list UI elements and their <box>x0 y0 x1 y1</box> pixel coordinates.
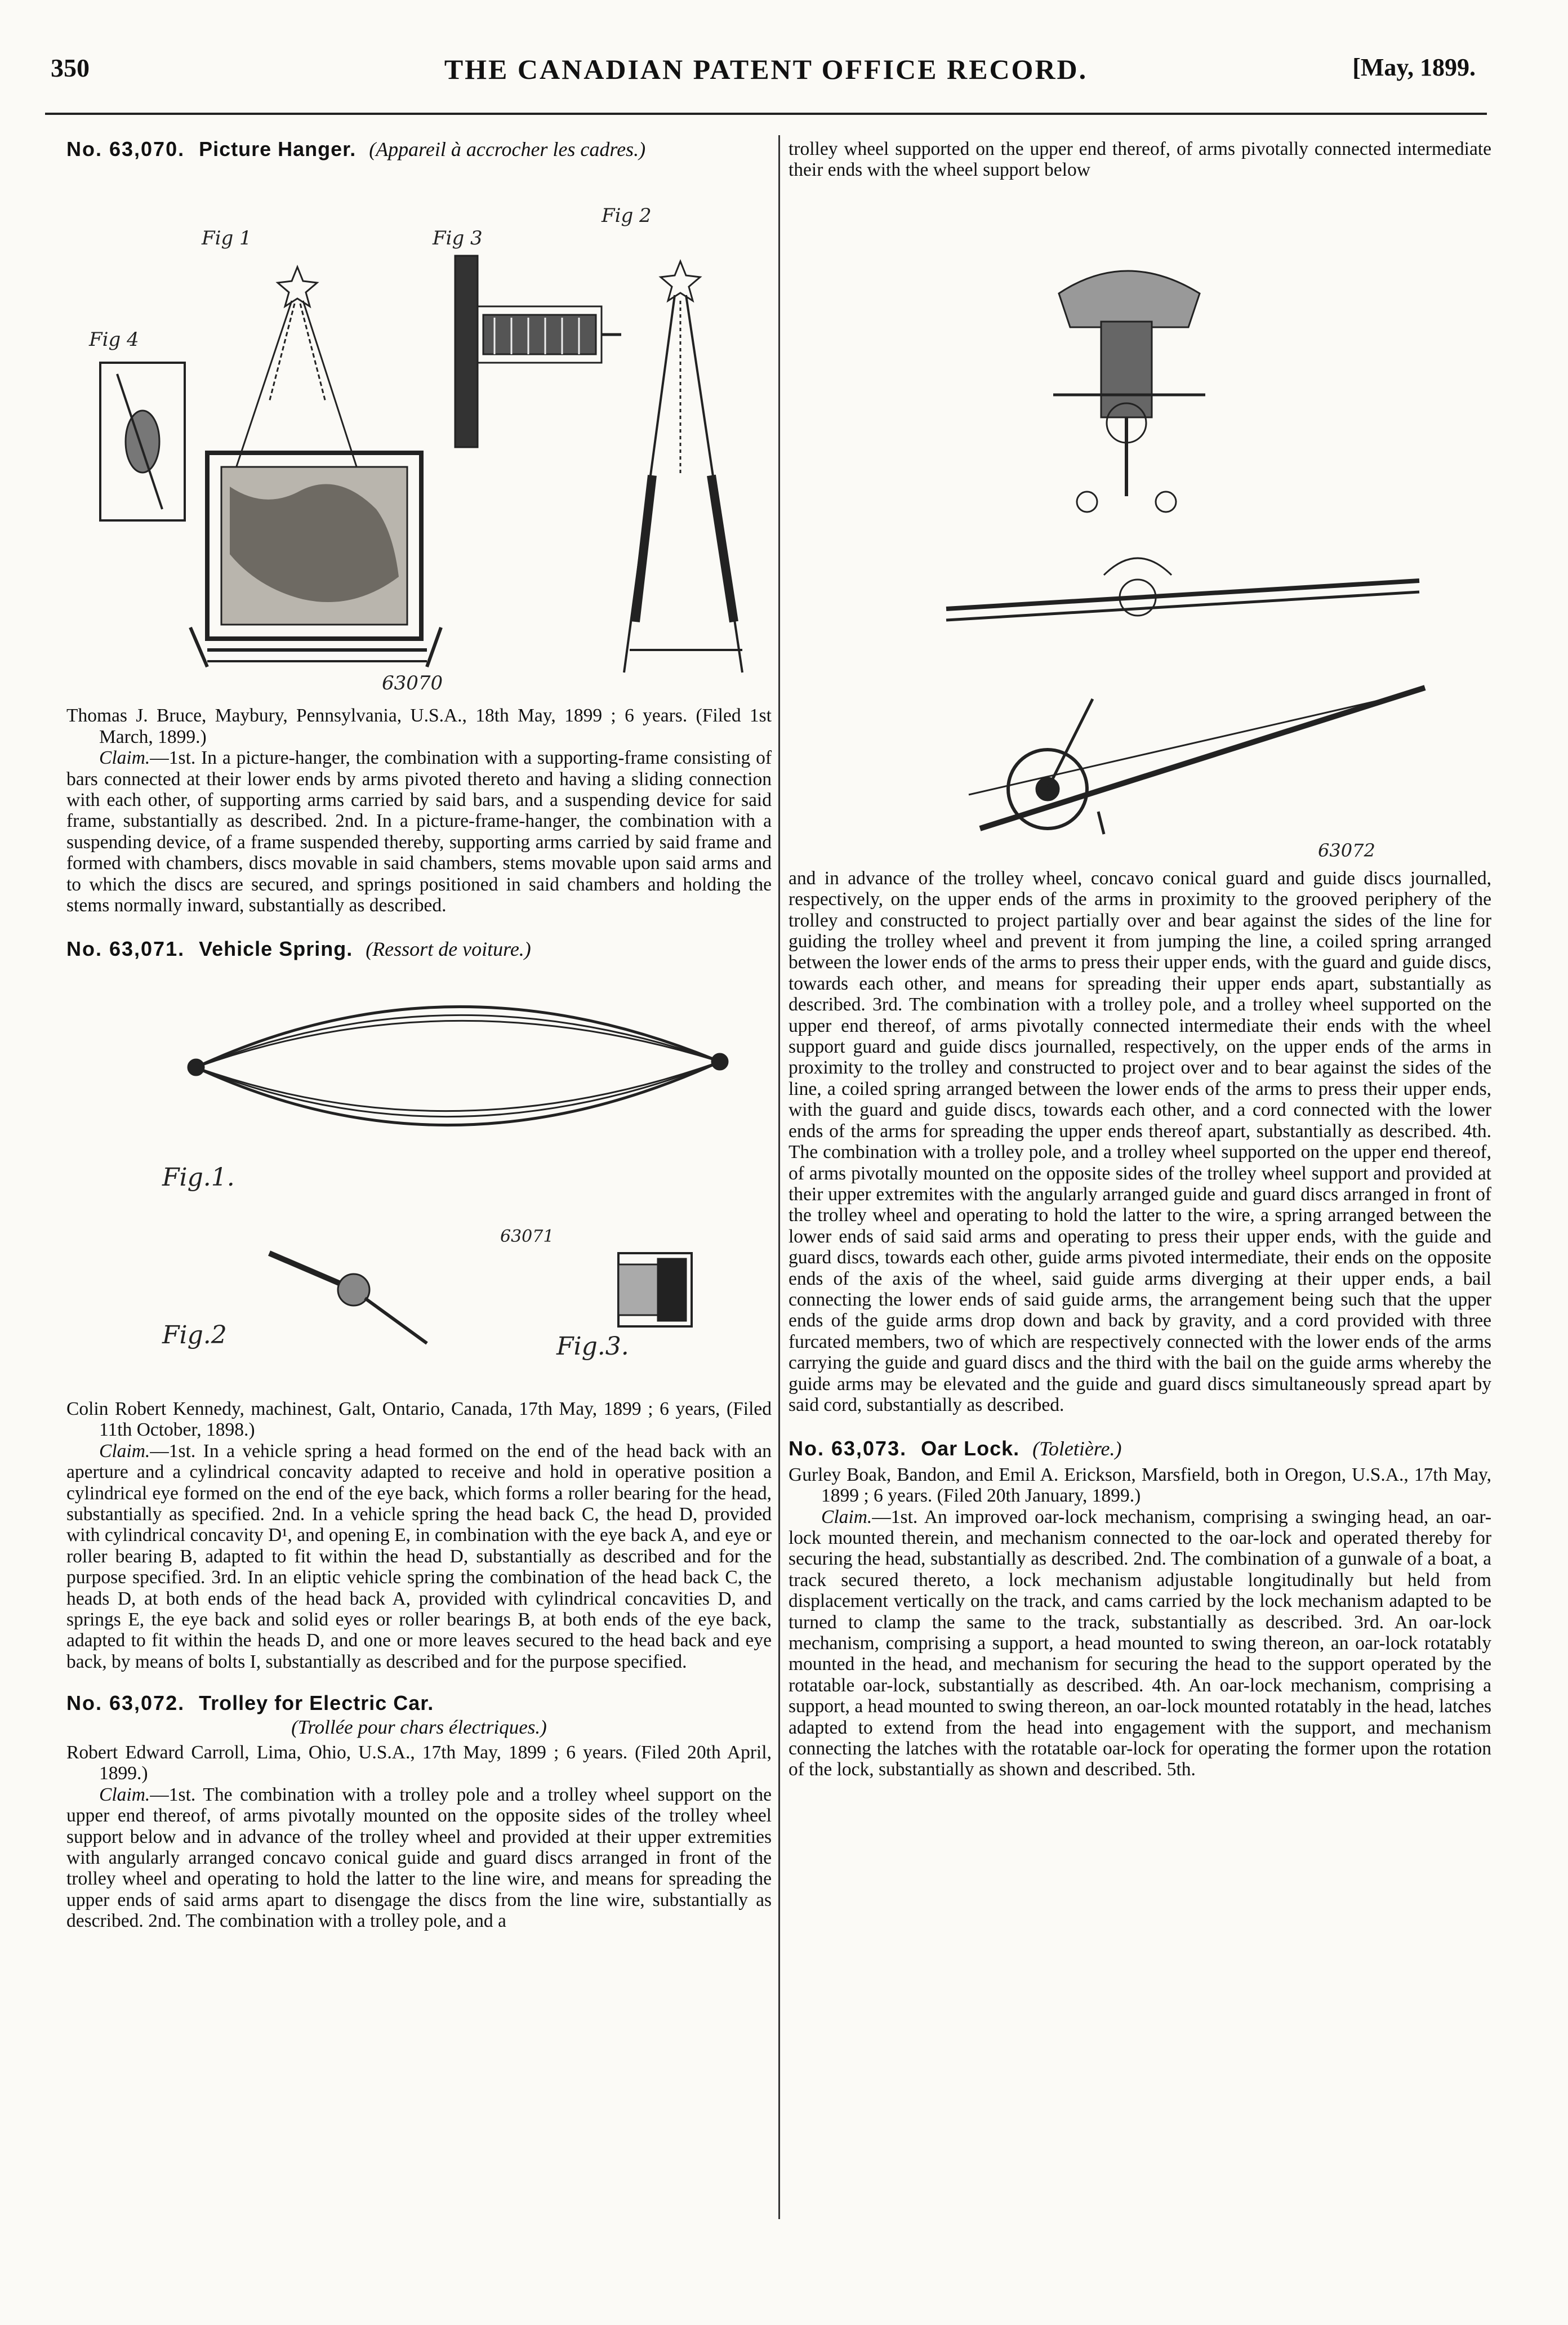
figure-vehicle-spring <box>66 960 772 1394</box>
patent-number: No. 63,071. <box>66 937 185 961</box>
patent-claim <box>66 1441 772 1672</box>
right-column <box>789 139 1491 1780</box>
trolley-drawing <box>789 181 1491 868</box>
patent-french-title: (Ressort de voiture.) <box>366 938 531 961</box>
claim-text: —1st. In a picture-hanger, the combination with a supporting-frame consisting of bars connected at their lower ends by arms pivoted thereto and having a sliding connection with each other, of supporting arms carried by said bars, and a suspending device for said frame, substantially as described. 2nd. In a picture-frame-hanger, the combination with a suspending device, of a frame suspended thereby, supporting arms carried by said frame and formed with chambers, discs movable in said chambers, stems movable upon said arms and to which the discs are secured, and springs positioned in said chambers and holding the stems normally inward, substantially as described. <box>66 747 772 916</box>
fig-2-label: Fig 2 <box>602 204 652 228</box>
patent-inventor: Colin Robert Kennedy, machinest, Galt, Ontario, Canada, 17th May, 1899 ; 6 years, (Filed 11th October, 1898.) <box>66 1398 772 1441</box>
figure-trolley <box>789 181 1491 868</box>
patent-heading <box>66 139 772 160</box>
patent-inventor: Gurley Boak, Bandon, and Emil A. Erickson, Marsfield, both in Oregon, U.S.A., 17th May, 1899 ; 6 years. (Filed 20th January, 1899.) <box>789 1464 1491 1507</box>
patent-title: Vehicle Spring. <box>199 937 353 961</box>
patent-title: Picture Hanger. <box>199 137 357 161</box>
patent-claim <box>66 747 772 916</box>
journal-title: THE CANADIAN PATENT OFFICE RECORD. <box>444 54 1088 85</box>
fig-2-label: Fig.2 <box>162 1320 227 1349</box>
patent-french-title: (Appareil à accrocher les cadres.) <box>369 138 646 161</box>
patent-heading <box>66 938 772 960</box>
claim-text: —1st. An improved oar-lock mechanism, comprising a swinging head, an oar-lock mounted therein, and mechanism connected to the oar-lock and operated thereby for securing the head, substantially as described. 2nd. The combination of a gunwale of a boat, a track secured thereto, a lock mechanism adjustable longitudinally but held from displacement vertically on the track, and cams carried by the lock mechanism adapted to be turned to clamp the same to the track, substantially as described. 3rd. An oar-lock mechanism, comprising a support, a head mounted to swing thereon, an oar-lock rotatably mounted in the head, and mechanism for securing the head to the support operated by the rotatable oar-lock, substantially as described. 4th. An oar-lock mechanism, comprising a support, a head mounted to swing thereon, an oar-lock mounted rotatably in the head, latches adapted to extend from the head into engagement with the support, and mechanism connecting the latches with the rotatable oar-lock for operating the former upon the rotation of the lock, substantially as shown and described. 5th. <box>789 1506 1491 1780</box>
patent-claim <box>789 1507 1491 1780</box>
patent-inventor: Thomas J. Bruce, Maybury, Pennsylvania, U.S.A., 18th May, 1899 ; 6 years. (Filed 1st March, 1899.) <box>66 705 772 747</box>
patent-number: No. 63,072. <box>66 1691 185 1715</box>
claim-text: —1st. In a vehicle spring a head formed on the end of the head back with an aperture and a cylindrical concavity adapted to receive and hold in operative position a cylindrical eye formed on the end of the eye back, which forms a roller bearing for the head, substantially as specified. 2nd. In a vehicle spring the head back C, the head D, provided with cylindrical concavity D¹, and opening E, in combination with the eye back A, and eye or roller bearing B, adapted to fit within the head D, substantially as described and for the purpose specified. 3rd. In an eliptic vehicle spring the combination of the head back C, the heads D, at both ends of the head back A, provided with cylindrical concavities D, and springs E, the eye back and solid eyes or roller bearings B, at both ends of the eye back, adapted to fit within the heads D, and one or more leaves secured to the head back and eye back, by means of bolts I, substantially as described and for the purpose specified. <box>66 1440 772 1672</box>
claim-continuation: and in advance of the trolley wheel, concavo conical guard and guide discs journalled, respectively, on the upper ends of the arms in proximity to the grooved periphery of the trolley and constructed to project partially over and bear against the sides of the line for guiding the trolley wheel and prevent it from jumping the line, a coiled spring arranged between the lower ends of the arms to press their upper ends, with the guard and guide discs, towards each other, and means for spreading their upper ends apart, substantially as described. 3rd. The combination with a trolley pole, and a trolley wheel supported on the upper end thereof, of arms pivotally connected intermediate their ends with the wheel support guard and guide discs journalled, respectively, on the upper ends of the arms in proximity to the trolley and constructed to project over and to bear against the sides of the line, a coiled spring arranged between the lower ends of the arms to press their upper ends, with the guard and guide discs, towards each other, and a cord connected with the lower ends of the arms for spreading the upper ends thereof apart, substantially as described. 4th. The combination with a trolley pole, and a trolley wheel supported on the upper end thereof, of arms pivotally mounted on the opposite sides of the trolley wheel support and provided at their upper extremites with the angularly arranged guide and guard discs arranged in front of the trolley wheel and operating to hold the latter to the wire, a spring arranged between the lower ends of said said arms and operating to press their upper ends, with the guide and guard discs, towards each other, guide arms pivoted intermediate, their ends on the opposite ends of the axis of the wheel, said guide arms diverging at their upper ends, a bail connecting the lower ends of said guide arms, the arrangement being such that the upper ends of the guide arms drop down and back by gravity, and a cord provided with three furcated members, two of which are respectively connected with the lower ends of the arms carrying the guide and guard discs and the third with the bail on the guide arms whereby the guide arms may be elevated and the guide and guard discs simultaneously spread apart by said cord, substantially as described. <box>789 867 1491 1415</box>
page-header <box>45 45 1487 90</box>
figure-number: 63072 <box>1318 839 1375 861</box>
picture-hanger-drawing <box>66 160 772 701</box>
claim-continuation: trolley wheel supported on the upper end thereof, of arms pivotally connected intermediate their ends with the wheel support below <box>789 139 1491 181</box>
patent-title: Oar Lock. <box>921 1437 1020 1460</box>
page-number: 350 <box>51 54 90 82</box>
claim-label: Claim. <box>99 747 150 769</box>
fig-1-label: Fig.1. <box>162 1162 235 1192</box>
patent-number: No. 63,073. <box>789 1437 907 1460</box>
claim-label: Claim. <box>99 1440 150 1462</box>
patent-french-title: (Trollée pour chars électriques.) <box>291 1716 547 1738</box>
fig-3-label: Fig.3. <box>556 1331 629 1361</box>
patent-french-title: (Toletière.) <box>1032 1437 1122 1460</box>
patent-title: Trolley for Electric Car. <box>199 1691 434 1715</box>
header-rule <box>45 113 1487 115</box>
figure-picture-hanger <box>66 160 772 701</box>
patent-heading <box>66 1692 772 1714</box>
fig-1-label: Fig 1 <box>202 227 252 250</box>
left-column <box>66 139 772 1932</box>
patent-heading <box>789 1438 1491 1459</box>
fig-3-label: Fig 3 <box>433 227 483 250</box>
figure-number: 63071 <box>500 1226 554 1246</box>
vehicle-spring-drawing <box>66 960 772 1394</box>
patent-inventor: Robert Edward Carroll, Lima, Ohio, U.S.A., 17th May, 1899 ; 6 years. (Filed 20th April, 1899.) <box>66 1741 772 1784</box>
issue-date: [May, 1899. <box>1352 54 1476 81</box>
patent-claim <box>66 1784 772 1932</box>
figure-number: 63070 <box>382 672 443 695</box>
claim-label: Claim. <box>99 1784 150 1805</box>
column-divider <box>778 135 780 2219</box>
claim-text: —1st. The combination with a trolley pole and a trolley wheel support on the upper end thereof, of arms pivotally mounted on the opposite sides of the trolley wheel support below and in advance of the trolley wheel and provided at their upper extremities with angularly arranged concavo conical guide and guard discs arranged in front of the trolley wheel and operating to hold the latter to the line wire, and means for spreading the upper ends of said arms apart to disengage the discs from the line wire, substantially as described. 2nd. The combination with a trolley pole, and a <box>66 1784 772 1932</box>
claim-label: Claim. <box>821 1506 872 1527</box>
fig-4-label: Fig 4 <box>89 328 139 351</box>
patent-number: No. 63,070. <box>66 137 185 161</box>
